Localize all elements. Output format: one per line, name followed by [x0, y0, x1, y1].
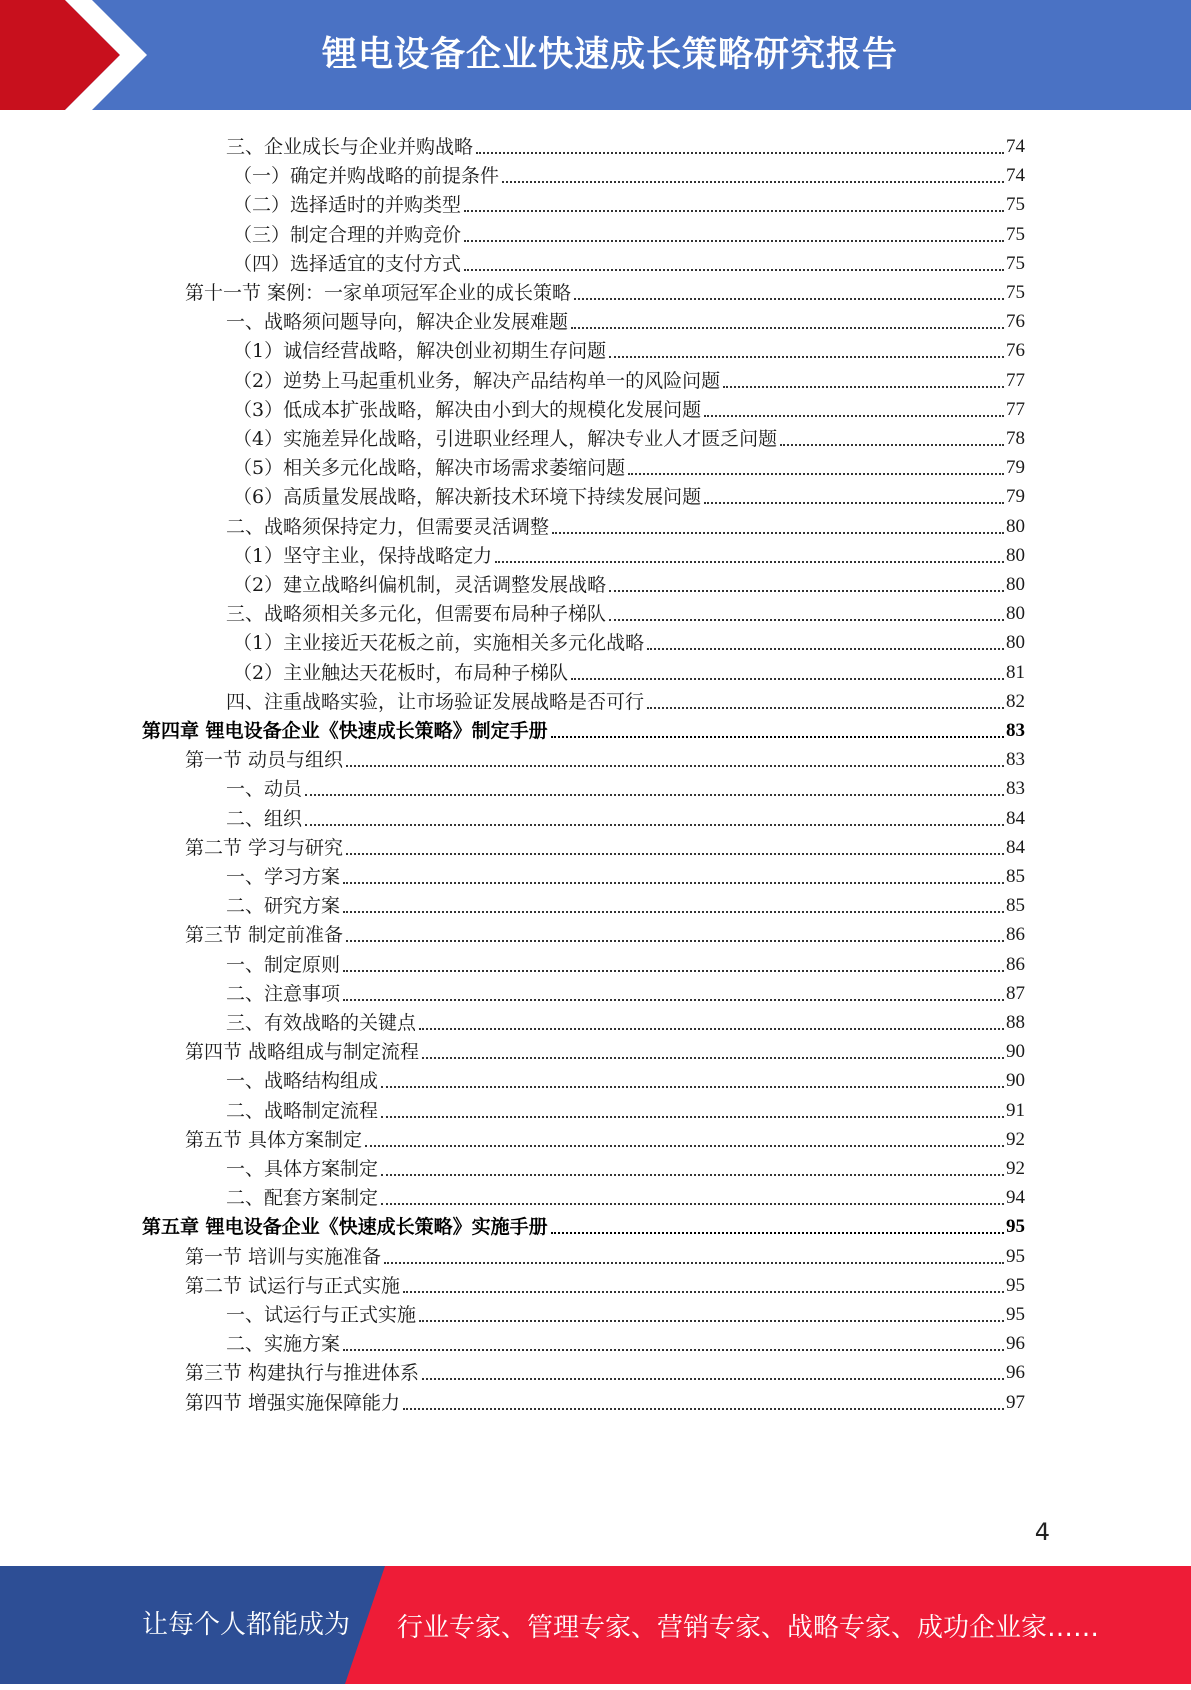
toc-dot-leader	[343, 1349, 1004, 1351]
toc-entry-page: 85	[1006, 895, 1025, 917]
toc-dot-leader	[464, 240, 1004, 242]
toc-entry[interactable]	[226, 1092, 1025, 1123]
toc-dot-leader	[723, 386, 1004, 388]
toc-entry-page: 84	[1006, 836, 1025, 858]
toc-entry-label: 第四节 增强实施保障能力	[185, 1391, 401, 1414]
toc-dot-leader	[464, 210, 1004, 212]
toc-entry[interactable]	[185, 741, 1025, 772]
toc-dot-leader	[609, 590, 1004, 592]
toc-entry[interactable]	[233, 624, 1025, 655]
toc-entry-page: 79	[1006, 486, 1025, 508]
toc-entry[interactable]	[185, 1033, 1025, 1064]
toc-entry-label: （一）确定并购战略的前提条件	[233, 165, 500, 188]
toc-dot-leader	[343, 911, 1004, 913]
toc-entry[interactable]	[226, 887, 1025, 918]
toc-entry-page: 83	[1006, 778, 1025, 800]
toc-dot-leader	[422, 1057, 1004, 1059]
toc-entry-label: 二、战略须保持定力，但需要灵活调整	[226, 515, 550, 538]
toc-dot-leader	[403, 1291, 1004, 1293]
toc-entry-label: （4）实施差异化战略，引进职业经理人，解决专业人才匮乏问题	[233, 428, 778, 450]
toc-entry-page: 75	[1006, 252, 1025, 274]
toc-entry-page: 80	[1006, 603, 1025, 625]
toc-dot-leader	[464, 269, 1004, 271]
toc-entry[interactable]	[142, 1208, 1025, 1239]
toc-entry[interactable]	[226, 1150, 1025, 1181]
toc-entry-label: 一、试运行与正式实施	[226, 1304, 417, 1326]
toc-entry-label: 第五节 具体方案制定	[185, 1128, 363, 1151]
toc-entry-page: 86	[1006, 924, 1025, 946]
toc-entry-page: 83	[1006, 720, 1025, 741]
toc-entry[interactable]	[142, 712, 1025, 743]
toc-entry-label: （四）选择适宜的支付方式	[233, 252, 462, 275]
toc-dot-leader	[343, 882, 1004, 884]
toc-entry-label: 二、研究方案	[226, 895, 341, 918]
toc-entry-page: 81	[1006, 661, 1025, 683]
toc-entry-page: 92	[1006, 1158, 1025, 1179]
toc-entry-label: 一、学习方案	[226, 866, 341, 888]
toc-entry-page: 84	[1006, 807, 1025, 829]
toc-dot-leader	[381, 1086, 1004, 1088]
toc-dot-leader	[647, 707, 1004, 709]
toc-entry[interactable]	[226, 128, 1025, 159]
toc-entry-page: 87	[1006, 982, 1025, 1004]
toc-entry[interactable]	[185, 274, 1025, 305]
toc-entry[interactable]	[226, 975, 1025, 1006]
toc-entry-label: 第二节 试运行与正式实施	[185, 1274, 401, 1297]
toc-entry-page: 80	[1006, 515, 1025, 537]
toc-dot-leader	[346, 940, 1004, 942]
toc-entry-page: 75	[1006, 223, 1025, 245]
toc-entry-page: 97	[1006, 1391, 1025, 1413]
toc-dot-leader	[551, 1232, 1004, 1234]
toc-entry[interactable]	[233, 654, 1025, 685]
toc-entry-page: 90	[1006, 1070, 1025, 1092]
page-header	[0, 0, 1191, 110]
toc-dot-leader	[647, 648, 1004, 650]
toc-entry-label: 一、战略结构组成	[226, 1070, 379, 1093]
toc-entry[interactable]	[226, 595, 1025, 626]
toc-entry-page: 92	[1006, 1128, 1025, 1150]
toc-entry-page: 83	[1006, 749, 1025, 771]
footer-slogan-left: 让每个人都能成为	[142, 1610, 351, 1640]
toc-dot-leader	[381, 1174, 1004, 1176]
toc-entry[interactable]	[233, 186, 1025, 217]
toc-entry-label: 一、动员	[226, 778, 303, 801]
toc-entry-page: 77	[1006, 398, 1025, 420]
toc-dot-leader	[628, 473, 1004, 475]
toc-entry-page: 95	[1006, 1304, 1025, 1325]
header-title: 锂电设备企业快速成长策略研究报告	[321, 35, 898, 75]
toc-entry[interactable]	[185, 1121, 1025, 1152]
toc-entry-page: 80	[1006, 574, 1025, 595]
toc-dot-leader	[704, 415, 1004, 417]
toc-entry-page: 80	[1006, 544, 1025, 566]
toc-entry-page: 76	[1006, 311, 1025, 333]
toc-entry[interactable]	[233, 362, 1025, 393]
toc-dot-leader	[476, 152, 1004, 154]
toc-dot-leader	[384, 1262, 1004, 1264]
toc-entry[interactable]	[226, 1325, 1025, 1356]
toc-entry-label: （5）相关多元化战略，解决市场需求萎缩问题	[233, 457, 626, 480]
toc-entry-label: （1）主业接近天花板之前，实施相关多元化战略	[233, 632, 645, 655]
toc-entry-page: 85	[1006, 866, 1025, 887]
toc-dot-leader	[422, 1378, 1004, 1380]
toc-entry[interactable]	[226, 683, 1025, 714]
toc-entry-label: 一、战略须问题导向，解决企业发展难题	[226, 311, 569, 334]
toc-entry-page: 94	[1006, 1187, 1025, 1209]
toc-dot-leader	[574, 298, 1004, 300]
toc-entry-label: 第十一节 案例：一家单项冠军企业的成长策略	[185, 282, 572, 304]
toc-entry-page: 80	[1006, 632, 1025, 654]
toc-dot-leader	[552, 532, 1004, 534]
toc-dot-leader	[346, 853, 1004, 855]
toc-entry-page: 96	[1006, 1333, 1025, 1355]
toc-entry-label: 第五章 锂电设备企业《快速成长策略》实施手册	[142, 1216, 548, 1239]
toc-entry-label: 第一节 动员与组织	[185, 749, 344, 772]
toc-dot-leader	[403, 1408, 1004, 1410]
toc-dot-leader	[571, 678, 1004, 680]
toc-entry-page: 75	[1006, 282, 1025, 303]
toc-entry-label: 三、企业成长与企业并购战略	[226, 136, 474, 158]
toc-dot-leader	[609, 356, 1004, 358]
toc-entry-page: 76	[1006, 340, 1025, 362]
toc-entry-label: 二、注意事项	[226, 982, 341, 1005]
toc-entry[interactable]	[226, 1179, 1025, 1210]
toc-dot-leader	[419, 1028, 1004, 1030]
toc-dot-leader	[571, 327, 1004, 329]
toc-entry-label: 三、战略须相关多元化，但需要布局种子梯队	[226, 603, 607, 626]
toc-entry-label: 二、组织	[226, 807, 303, 830]
toc-entry-page: 75	[1006, 194, 1025, 216]
toc-entry-label: 第三节 制定前准备	[185, 924, 344, 947]
toc-entry-page: 90	[1006, 1041, 1025, 1063]
toc-entry[interactable]	[233, 157, 1025, 188]
toc-dot-leader	[381, 1203, 1004, 1205]
toc-entry-label: （6）高质量发展战略，解决新技术环境下持续发展问题	[233, 486, 702, 509]
toc-entry-label: 二、战略制定流程	[226, 1099, 379, 1122]
toc-entry-label: 二、配套方案制定	[226, 1187, 379, 1210]
toc-dot-leader	[305, 824, 1004, 826]
toc-dot-leader	[780, 444, 1004, 446]
toc-entry-label: 一、制定原则	[226, 953, 341, 976]
toc-entry-page: 91	[1006, 1099, 1025, 1121]
toc-entry-page: 77	[1006, 369, 1025, 391]
toc-entry-label: （三）制定合理的并购竞价	[233, 223, 462, 246]
toc-entry[interactable]	[226, 770, 1025, 801]
toc-entry-label: （2）建立战略纠偏机制，灵活调整发展战略	[233, 574, 607, 596]
toc-entry-page: 95	[1006, 1216, 1025, 1238]
toc-entry-label: （1）诚信经营战略，解决创业初期生存问题	[233, 340, 607, 363]
toc-entry[interactable]	[233, 391, 1025, 422]
toc-dot-leader	[502, 181, 1004, 183]
toc-entry[interactable]	[185, 916, 1025, 947]
toc-dot-leader	[343, 970, 1004, 972]
toc-entry-label: 四、注重战略实验，让市场验证发展战略是否可行	[226, 690, 645, 713]
toc-entry-page: 88	[1006, 1012, 1025, 1033]
toc-dot-leader	[381, 1116, 1004, 1118]
toc-entry-page: 96	[1006, 1362, 1025, 1384]
toc-entry[interactable]	[233, 566, 1025, 597]
toc-entry[interactable]	[226, 1296, 1025, 1327]
toc-entry-label: （2）逆势上马起重机业务，解决产品结构单一的风险问题	[233, 369, 721, 392]
toc-entry[interactable]	[226, 508, 1025, 539]
toc-entry-page: 82	[1006, 690, 1025, 712]
toc-entry[interactable]	[233, 420, 1025, 451]
toc-entry-label: 一、具体方案制定	[226, 1158, 379, 1180]
toc-dot-leader	[346, 765, 1004, 767]
toc-entry-page: 78	[1006, 428, 1025, 449]
toc-entry-label: 第一节 培训与实施准备	[185, 1245, 382, 1268]
toc-dot-leader	[495, 561, 1004, 563]
toc-entry-label: 第二节 学习与研究	[185, 836, 344, 859]
toc-dot-leader	[365, 1145, 1004, 1147]
toc-entry[interactable]	[233, 332, 1025, 363]
toc-entry[interactable]	[185, 1238, 1025, 1269]
toc-entry[interactable]	[185, 1354, 1025, 1385]
toc-entry[interactable]	[185, 1384, 1025, 1415]
toc-dot-leader	[343, 999, 1004, 1001]
page-footer	[0, 1566, 1191, 1684]
toc-entry[interactable]	[233, 245, 1025, 276]
toc-entry[interactable]	[226, 858, 1025, 889]
toc-entry[interactable]	[233, 216, 1025, 247]
toc-entry[interactable]	[233, 449, 1025, 480]
toc-dot-leader	[704, 502, 1004, 504]
footer-slogan-right: 行业专家、管理专家、营销专家、战略专家、成功企业家……	[397, 1613, 1100, 1643]
toc-entry-label: 第四章 锂电设备企业《快速成长策略》制定手册	[142, 720, 548, 742]
toc-entry[interactable]	[226, 1062, 1025, 1093]
toc-entry-label: （1）坚守主业，保持战略定力	[233, 544, 493, 567]
toc-entry[interactable]	[185, 829, 1025, 860]
toc-entry-label: 三、有效战略的关键点	[226, 1012, 417, 1034]
toc-entry-label: （二）选择适时的并购类型	[233, 194, 462, 217]
toc-entry-page: 95	[1006, 1245, 1025, 1267]
toc-entry-label: 第四节 战略组成与制定流程	[185, 1041, 420, 1064]
toc-entry-page: 86	[1006, 953, 1025, 975]
page-number: 4	[1034, 1518, 1050, 1546]
toc-dot-leader	[609, 619, 1004, 621]
toc-entry[interactable]	[226, 946, 1025, 977]
toc-dot-leader	[419, 1320, 1004, 1322]
toc-dot-leader	[551, 736, 1004, 738]
toc-dot-leader	[305, 794, 1004, 796]
toc-entry-page: 79	[1006, 457, 1025, 479]
toc-entry-page: 74	[1006, 136, 1025, 157]
toc-entry[interactable]	[226, 1004, 1025, 1035]
toc-entry[interactable]	[226, 800, 1025, 831]
toc-entry[interactable]	[233, 478, 1025, 509]
toc-entry-label: （2）主业触达天花板时，布局种子梯队	[233, 661, 569, 684]
toc-entry[interactable]	[226, 303, 1025, 334]
toc-entry-label: （3）低成本扩张战略，解决由小到大的规模化发展问题	[233, 398, 702, 421]
toc-entry-label: 第三节 构建执行与推进体系	[185, 1362, 420, 1385]
toc-entry[interactable]	[185, 1267, 1025, 1298]
toc-entry[interactable]	[233, 537, 1025, 568]
toc-entry-page: 74	[1006, 165, 1025, 187]
toc-entry-page: 95	[1006, 1274, 1025, 1296]
toc-entry-label: 二、实施方案	[226, 1333, 341, 1356]
